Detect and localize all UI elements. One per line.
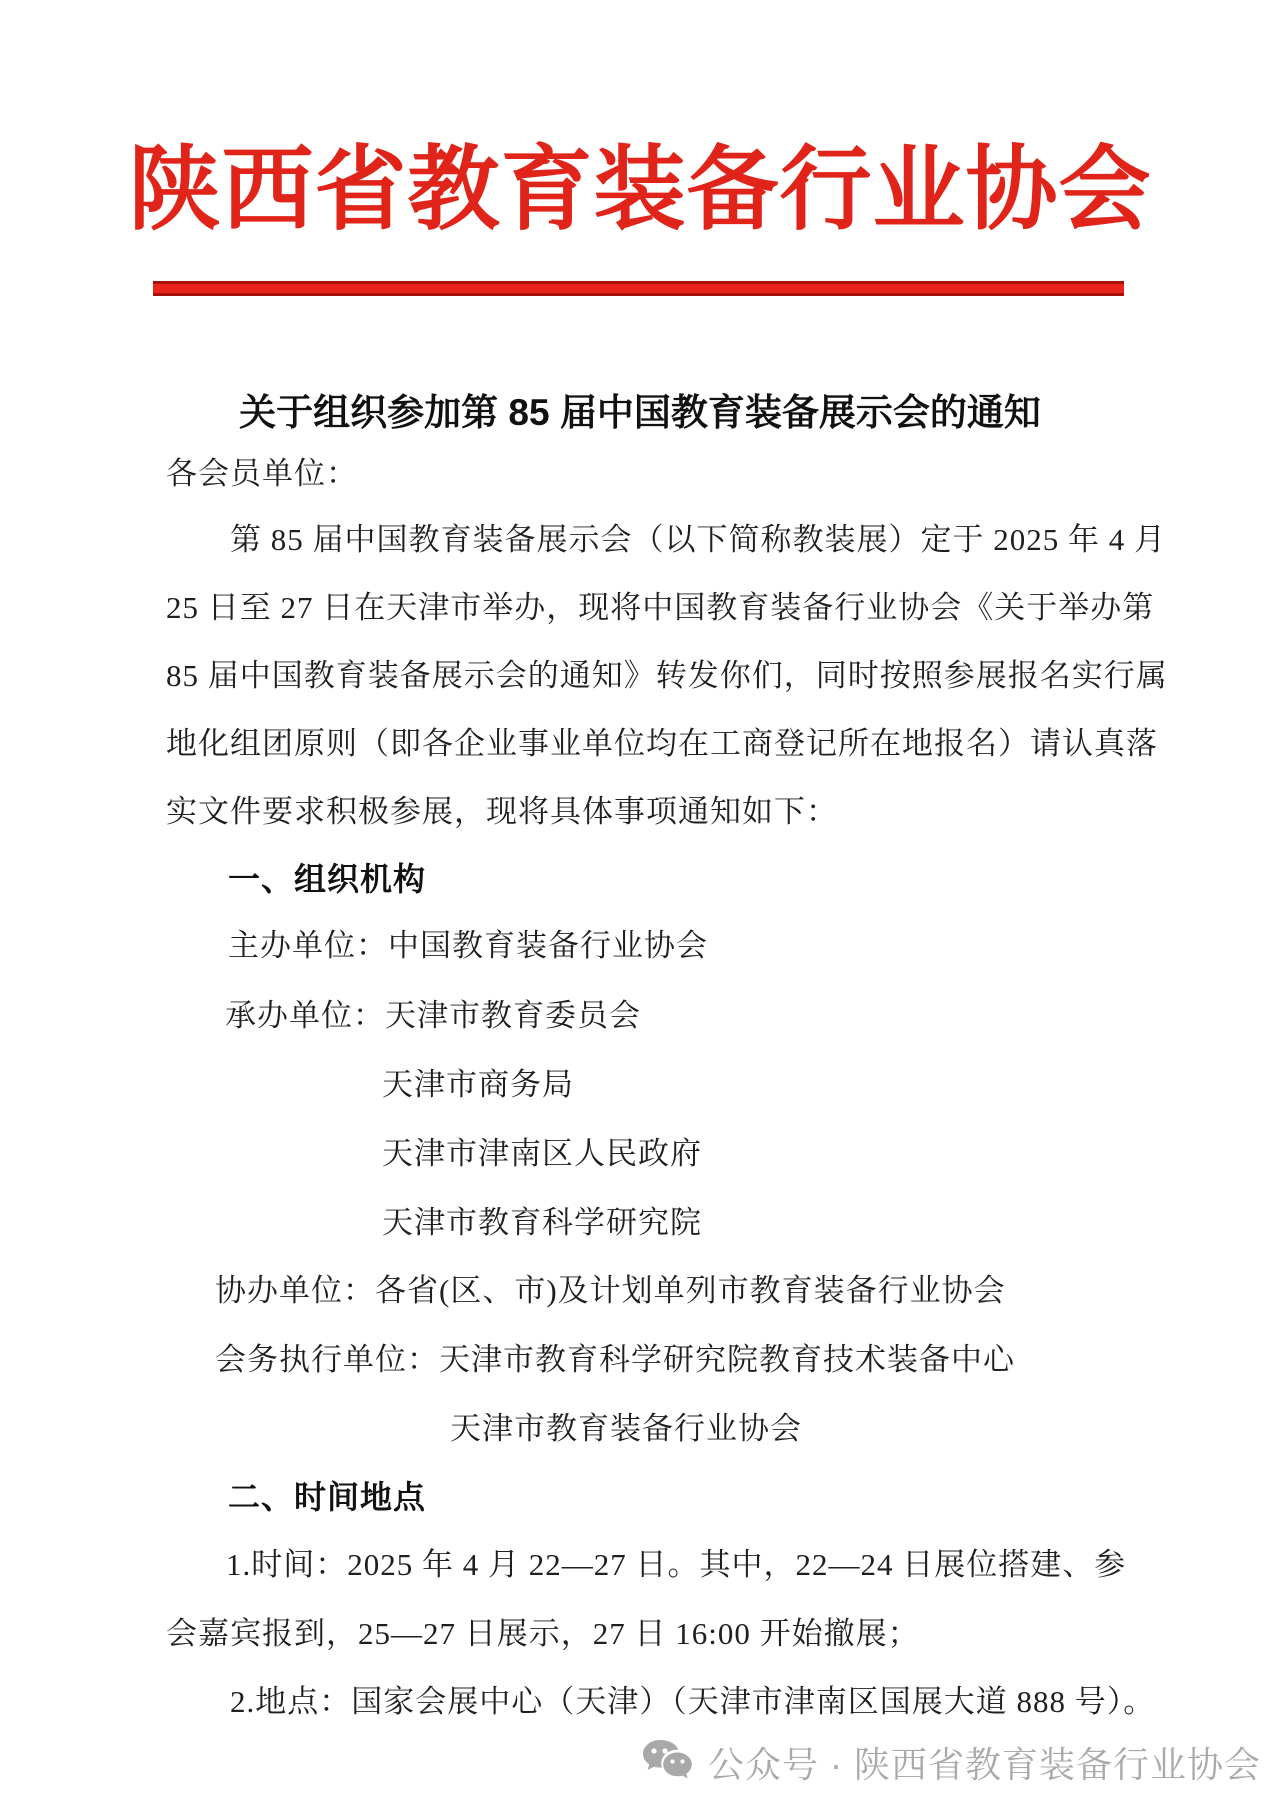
- wechat-watermark: [640, 1737, 1261, 1788]
- paragraph-1-line-3: 85 届中国教育装备展示会的通知》转发你们，同时按照参展报名实行属: [166, 658, 1168, 693]
- section-2-heading: 二、时间地点: [228, 1479, 427, 1515]
- time-line-2: 会嘉宾报到，25—27 日展示，27 日 16:00 开始撤展；: [166, 1616, 920, 1651]
- paragraph-1-line-1: 第 85 届中国教育装备展示会（以下简称教装展）定于 2025 年 4 月: [230, 522, 1166, 557]
- organizer-unit-line: 承办单位：天津市教育委员会: [225, 998, 641, 1033]
- organizer-unit-extra-1: 天津市商务局: [382, 1067, 574, 1102]
- location-line: 2.地点：国家会展中心（天津）（天津市津南区国展大道 888 号）。: [230, 1684, 1156, 1719]
- wechat-account-label: 公众号 · 陕西省教育装备行业协会: [708, 1744, 1261, 1785]
- paragraph-1-line-4: 地化组团原则（即各企业事业单位均在工商登记所在地报名）请认真落: [166, 726, 1158, 761]
- salutation-line: 各会员单位：: [166, 456, 358, 491]
- paragraph-1-line-2: 25 日至 27 日在天津市举办，现将中国教育装备行业协会《关于举办第: [166, 590, 1155, 625]
- co-organizer-line: 协办单位：各省(区、市)及计划单列市教育装备行业协会: [215, 1273, 1006, 1308]
- section-1-heading: 一、组织机构: [228, 861, 427, 897]
- notice-title: 关于组织参加第 85 届中国教育装备展示会的通知: [239, 392, 1041, 433]
- executive-unit-extra: 天津市教育装备行业协会: [450, 1411, 802, 1446]
- letterhead-org-title: 陕西省教育装备行业协会: [128, 139, 1152, 241]
- organizer-unit-extra-3: 天津市教育科学研究院: [382, 1205, 702, 1240]
- letterhead-rule: [153, 281, 1124, 296]
- executive-unit-line: 会务执行单位：天津市教育科学研究院教育技术装备中心: [215, 1342, 1015, 1377]
- paragraph-1-line-5: 实文件要求积极参展，现将具体事项通知如下：: [166, 794, 838, 829]
- host-unit-line: 主办单位：中国教育装备行业协会: [228, 928, 708, 963]
- wechat-icon: [640, 1738, 698, 1788]
- time-line-1: 1.时间：2025 年 4 月 22—27 日。其中，22—24 日展位搭建、参: [226, 1547, 1127, 1582]
- organizer-unit-extra-2: 天津市津南区人民政府: [382, 1136, 702, 1171]
